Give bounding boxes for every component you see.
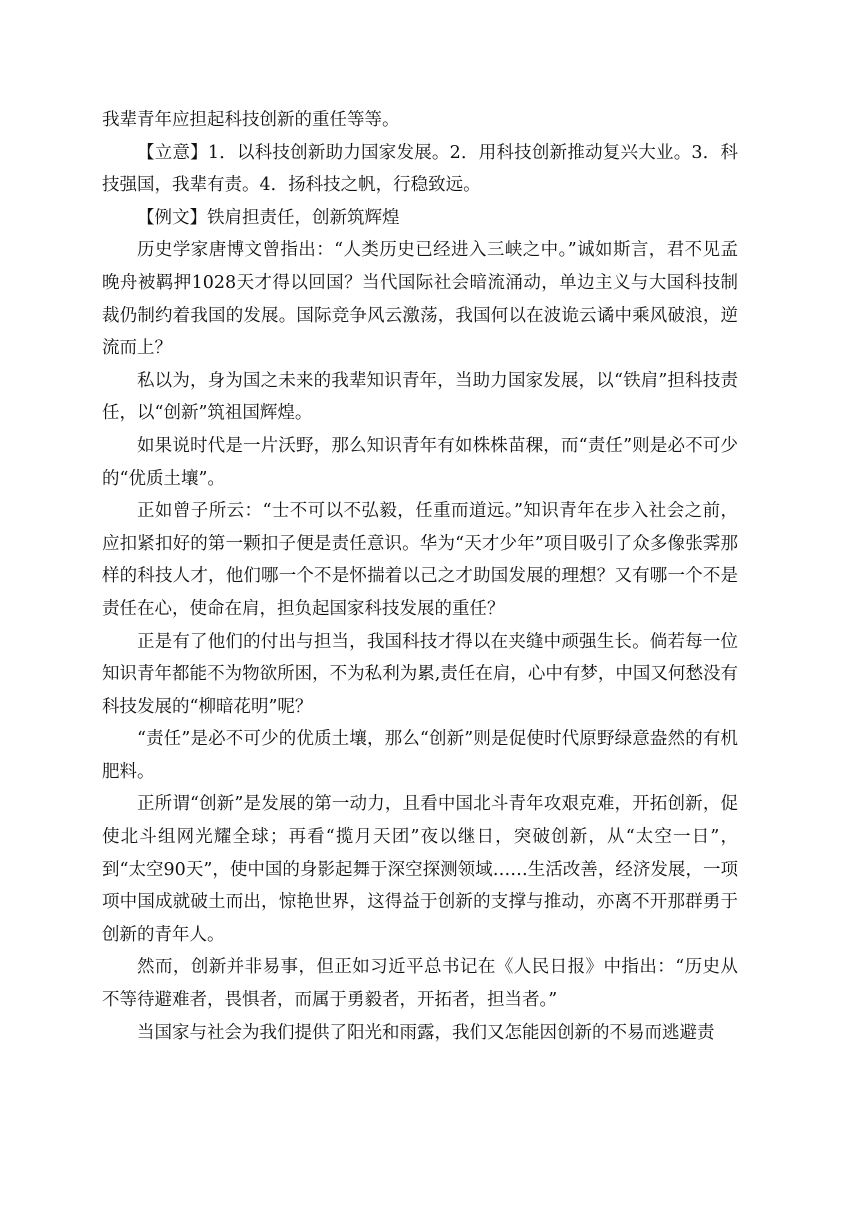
paragraph-continuation: 我辈青年应担起科技创新的重任等等。 [102,110,400,130]
paragraph: 历史学家唐博文曾指出：“人类历史已经进入三峡之中。”诚如斯言，君不见孟晚舟被羁押1028天才得以回国？当代国际社会暗流涌动，单边主义与大国科技制裁仍制约着我国的发展。国际竞争风云激荡，我国何以在波诡云谲中乘风破浪，逆流而上？ [102,240,738,359]
paragraph: 正如曾子所云：“士不可以不弘毅，任重而道远。”知识青年在步入社会之前，应扣紧扣好的第一颗扣子便是责任意识。华为“天才少年”项目吸引了众多像张霁那样的科技人才，他们哪一个不是怀揣着以己之才助国发展的理想？又有哪一个不是责任在心，使命在肩，担负起国家科技发展的重任？ [102,501,738,619]
paragraph-theme-ideas: 【立意】1．以科技创新助力国家发展。2．用科技创新推动复兴大业。3．科技强国，我辈有责。4．扬科技之帆，行稳致远。 [102,142,738,196]
essay-body [102,104,738,1049]
paragraph: 正是有了他们的付出与担当，我国科技才得以在夹缝中顽强生长。倘若每一位知识青年都能不为物欲所困，不为私利为累,责任在肩，心中有梦，中国又何愁没有科技发展的“柳暗花明”呢？ [102,631,738,717]
paragraph-example-title: 【例文】铁肩担责任，创新筑辉煌 [137,207,400,228]
paragraph: 私以为，身为国之未来的我辈知识青年，当助力国家发展，以“铁肩”担科技责任，以“创新”筑祖国辉煌。 [102,370,738,424]
paragraph: 如果说时代是一片沃野，那么知识青年有如株株苗稞，而“责任”则是必不可少的“优质土壤”。 [102,435,738,489]
paragraph: “责任”是必不可少的优质土壤，那么“创新”则是促使时代原野绿意盎然的有机肥料。 [102,729,738,782]
paragraph: 然而，创新并非易事，但正如习近平总书记在《人民日报》中指出：“历史从不等待避难者，畏惧者，而属于勇毅者，开拓者，担当者。” [102,957,738,1011]
paragraph-truncated: 当国家与社会为我们提供了阳光和雨露，我们又怎能因创新的不易而逃避责 [137,1022,715,1043]
paragraph: 正所谓“创新”是发展的第一动力，且看中国北斗青年攻艰克难，开拓创新，促使北斗组网光耀全球；再看“揽月天团”夜以继日，突破创新，从“太空一日”，到“太空90天”，使中国的身影起舞于深空探测领域……生活改善，经济发展，一项项中国成就破土而出，惊艳世界，这得益于创新的支撑与推动，亦离不开那群勇于创新的青年人。 [102,794,738,945]
